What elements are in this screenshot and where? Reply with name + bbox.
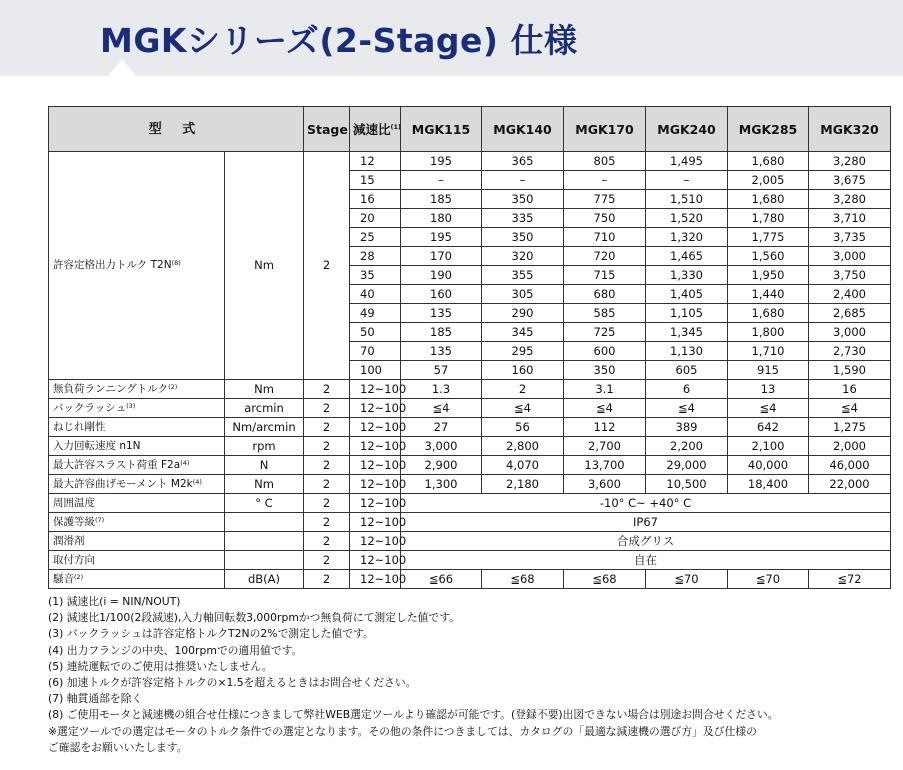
- value-cell: 345: [482, 323, 564, 342]
- value-cell: ≦4: [809, 399, 891, 418]
- ratio-cell: 28: [350, 247, 401, 266]
- value-cell: 350: [482, 190, 564, 209]
- ratio-cell: 16: [350, 190, 401, 209]
- stage-cell: 2: [304, 494, 350, 513]
- value-cell: ≦68: [564, 570, 646, 589]
- unit-cell: Nm: [225, 475, 304, 494]
- footnote: (6) 加速トルクが許容定格トルクの×1.5を超えるときはお問合せください。: [48, 675, 417, 689]
- value-cell: 1,345: [646, 323, 728, 342]
- value-cell: ≦4: [728, 399, 809, 418]
- spec-label: [49, 494, 225, 513]
- value-cell: 180: [401, 209, 482, 228]
- model-header: MGK320: [809, 107, 891, 152]
- value-cell: 22,000: [809, 475, 891, 494]
- stage-cell: 2: [304, 475, 350, 494]
- model-header: MGK115: [401, 107, 482, 152]
- value-cell: ≦72: [809, 570, 891, 589]
- spec-label: [49, 475, 225, 494]
- value-cell: 195: [401, 228, 482, 247]
- value-cell: 3.1: [564, 380, 646, 399]
- value-cell: 3,000: [809, 247, 891, 266]
- table-header-row: [49, 107, 891, 152]
- type-header: 型 式: [49, 107, 304, 152]
- spec-label: [49, 399, 225, 418]
- value-cell: 1,320: [646, 228, 728, 247]
- unit-cell: Nm: [225, 380, 304, 399]
- stage-cell: 2: [304, 513, 350, 532]
- model-header: MGK140: [482, 107, 564, 152]
- ratio-cell: 12~100: [350, 456, 401, 475]
- table-row: [49, 570, 891, 589]
- value-cell: 6: [646, 380, 728, 399]
- spec-label: [49, 437, 225, 456]
- value-cell: 135: [401, 342, 482, 361]
- spec-label: [49, 456, 225, 475]
- value-cell: 680: [564, 285, 646, 304]
- value-cell: 2,685: [809, 304, 891, 323]
- footnote: (5) 連続運転でのご使用は推奨いたしません。: [48, 659, 273, 673]
- value-cell: 29,000: [646, 456, 728, 475]
- value-cell: 135: [401, 304, 482, 323]
- ratio-cell: 25: [350, 228, 401, 247]
- value-cell: 2: [482, 380, 564, 399]
- footnote: (4) 出力フランジの中央、100rpmでの適用値です。: [48, 643, 303, 657]
- value-cell: 365: [482, 152, 564, 171]
- value-cell: 1,680: [728, 190, 809, 209]
- value-cell: 350: [564, 361, 646, 380]
- stage-cell: 2: [304, 551, 350, 570]
- model-header: MGK285: [728, 107, 809, 152]
- ratio-cell: 40: [350, 285, 401, 304]
- footnote: (2) 減速比1/100(2段減速),入力軸回転数3,000rpmかつ無負荷にて測定した値です。: [48, 611, 460, 625]
- value-cell: 1,275: [809, 418, 891, 437]
- unit-cell: [225, 551, 304, 570]
- stage-cell: 2: [304, 532, 350, 551]
- ratio-cell: 20: [350, 209, 401, 228]
- value-cell: 3,280: [809, 190, 891, 209]
- value-cell: 1,405: [646, 285, 728, 304]
- value-cell: 1,465: [646, 247, 728, 266]
- value-cell: 10,500: [646, 475, 728, 494]
- spec-label-text: 騒音: [53, 572, 74, 585]
- value-cell: 355: [482, 266, 564, 285]
- spec-label: [49, 513, 225, 532]
- table-row: [49, 437, 891, 456]
- value-cell: 642: [728, 418, 809, 437]
- spec-label-text: バックラッシュ: [53, 401, 127, 414]
- page-title: MGKシリーズ(2-Stage) 仕様: [100, 21, 578, 60]
- footnote: ※選定ツールでの選定はモータのトルク条件での選定となります。その他の条件につきましては、カタログの「最適な減速機の選び方」及び仕様の: [48, 724, 757, 738]
- stage-cell: 2: [304, 418, 350, 437]
- ratio-header-text: 減速比: [353, 121, 391, 137]
- spec-label-note: (4): [180, 458, 190, 467]
- value-cell: 1,680: [728, 152, 809, 171]
- value-cell: 57: [401, 361, 482, 380]
- ratio-header-note: (1): [390, 122, 401, 131]
- value-cell: ≦4: [401, 399, 482, 418]
- table-row: [49, 532, 891, 551]
- value-cell: 915: [728, 361, 809, 380]
- value-cell: 3,675: [809, 171, 891, 190]
- ratio-cell: 12~100: [350, 532, 401, 551]
- value-cell: 1,590: [809, 361, 891, 380]
- ratio-cell: 35: [350, 266, 401, 285]
- table-row: [49, 456, 891, 475]
- unit-cell: [225, 513, 304, 532]
- value-cell: 40,000: [728, 456, 809, 475]
- value-cell: 1,510: [646, 190, 728, 209]
- value-cell: 1,130: [646, 342, 728, 361]
- ratio-cell: 12~100: [350, 551, 401, 570]
- value-cell: 1,950: [728, 266, 809, 285]
- unit-cell: ° C: [225, 494, 304, 513]
- ratio-cell: 12~100: [350, 437, 401, 456]
- value-cell: 170: [401, 247, 482, 266]
- footnote: (3) バックラッシュは許容定格トルクT2Nの2%で測定した値です。: [48, 627, 374, 641]
- value-cell: 335: [482, 209, 564, 228]
- torque-label-text: 許容定格出力トルク T2N: [53, 259, 172, 271]
- spec-label-text: 潤滑剤: [53, 534, 85, 547]
- value-cell: 3,600: [564, 475, 646, 494]
- value-cell: 4,070: [482, 456, 564, 475]
- value-cell: 1,330: [646, 266, 728, 285]
- value-cell: 1,300: [401, 475, 482, 494]
- value-cell: 1,680: [728, 304, 809, 323]
- stage-header: Stage: [304, 107, 350, 152]
- value-cell: 389: [646, 418, 728, 437]
- value-cell: 1,800: [728, 323, 809, 342]
- table-row: [49, 380, 891, 399]
- value-cell: –: [564, 171, 646, 190]
- value-cell: 13: [728, 380, 809, 399]
- spec-label-note: (3): [126, 401, 136, 410]
- value-cell: 295: [482, 342, 564, 361]
- value-cell: 3,280: [809, 152, 891, 171]
- spec-label-note: (7): [95, 515, 105, 524]
- value-cell: –: [482, 171, 564, 190]
- value-cell: 46,000: [809, 456, 891, 475]
- merged-value-cell: IP67: [401, 513, 891, 532]
- value-cell: 160: [482, 361, 564, 380]
- value-cell: 2,800: [482, 437, 564, 456]
- value-cell: 2,100: [728, 437, 809, 456]
- value-cell: 725: [564, 323, 646, 342]
- value-cell: 3,000: [809, 323, 891, 342]
- spec-label-text: 周囲温度: [53, 496, 95, 509]
- value-cell: 600: [564, 342, 646, 361]
- value-cell: 27: [401, 418, 482, 437]
- table-row: [49, 152, 891, 171]
- unit-cell: [225, 532, 304, 551]
- value-cell: 195: [401, 152, 482, 171]
- spec-label-text: 最大許容スラスト荷重 F2a: [53, 458, 181, 471]
- value-cell: 1,710: [728, 342, 809, 361]
- merged-value-cell: -10° C~ +40° C: [401, 494, 891, 513]
- value-cell: 3,710: [809, 209, 891, 228]
- value-cell: 2,400: [809, 285, 891, 304]
- value-cell: 1,495: [646, 152, 728, 171]
- value-cell: ≦66: [401, 570, 482, 589]
- stage-cell: 2: [304, 380, 350, 399]
- value-cell: 13,700: [564, 456, 646, 475]
- ratio-header: [350, 107, 401, 152]
- value-cell: 715: [564, 266, 646, 285]
- value-cell: –: [646, 171, 728, 190]
- value-cell: 1,775: [728, 228, 809, 247]
- unit-cell: rpm: [225, 437, 304, 456]
- value-cell: 16: [809, 380, 891, 399]
- torque-label: [49, 152, 225, 380]
- table-body: [49, 152, 891, 589]
- spec-label-text: ねじれ剛性: [53, 420, 106, 433]
- merged-value-cell: 合成グリス: [401, 532, 891, 551]
- value-cell: ≦4: [564, 399, 646, 418]
- value-cell: ≦70: [646, 570, 728, 589]
- footnote: (1) 減速比(i = NIN/NOUT): [48, 595, 181, 608]
- value-cell: 775: [564, 190, 646, 209]
- value-cell: 320: [482, 247, 564, 266]
- stage-cell: 2: [304, 570, 350, 589]
- value-cell: 2,000: [809, 437, 891, 456]
- spec-label-text: 保護等級: [53, 515, 95, 528]
- footnote: ご確認をお願いいたします。: [48, 740, 188, 754]
- ratio-cell: 100: [350, 361, 401, 380]
- value-cell: 2,900: [401, 456, 482, 475]
- value-cell: 185: [401, 190, 482, 209]
- spec-label-text: 取付方向: [53, 553, 95, 566]
- value-cell: 710: [564, 228, 646, 247]
- value-cell: 2,730: [809, 342, 891, 361]
- unit-cell: N: [225, 456, 304, 475]
- spec-label: [49, 418, 225, 437]
- table-row: [49, 494, 891, 513]
- value-cell: 3,750: [809, 266, 891, 285]
- value-cell: 720: [564, 247, 646, 266]
- table-row: [49, 551, 891, 570]
- value-cell: 56: [482, 418, 564, 437]
- spec-label-text: 入力回転速度 n1N: [53, 439, 141, 452]
- model-header: MGK170: [564, 107, 646, 152]
- table-row: [49, 418, 891, 437]
- torque-stage: 2: [304, 152, 350, 380]
- footnotes: [48, 594, 779, 756]
- torque-unit: Nm: [225, 152, 304, 380]
- value-cell: 1,440: [728, 285, 809, 304]
- ratio-cell: 70: [350, 342, 401, 361]
- ratio-cell: 15: [350, 171, 401, 190]
- value-cell: 3,000: [401, 437, 482, 456]
- spec-label-note: (2): [74, 572, 84, 581]
- merged-value-cell: 自在: [401, 551, 891, 570]
- value-cell: 585: [564, 304, 646, 323]
- stage-cell: 2: [304, 456, 350, 475]
- value-cell: 1,105: [646, 304, 728, 323]
- value-cell: –: [401, 171, 482, 190]
- ratio-cell: 12~100: [350, 475, 401, 494]
- ratio-cell: 50: [350, 323, 401, 342]
- value-cell: 112: [564, 418, 646, 437]
- ratio-cell: 12: [350, 152, 401, 171]
- value-cell: ≦4: [646, 399, 728, 418]
- value-cell: 350: [482, 228, 564, 247]
- spec-label: [49, 532, 225, 551]
- value-cell: 605: [646, 361, 728, 380]
- spec-label-note: (4): [192, 477, 202, 486]
- ratio-cell: 49: [350, 304, 401, 323]
- value-cell: 1,560: [728, 247, 809, 266]
- stage-cell: 2: [304, 437, 350, 456]
- value-cell: 1,780: [728, 209, 809, 228]
- value-cell: 1,520: [646, 209, 728, 228]
- value-cell: ≦4: [482, 399, 564, 418]
- spec-label-text: 最大許容曲げモーメント M2k: [53, 477, 193, 490]
- value-cell: 805: [564, 152, 646, 171]
- value-cell: 1.3: [401, 380, 482, 399]
- value-cell: 2,005: [728, 171, 809, 190]
- footnote: (7) 軸貫通部を除く: [48, 692, 143, 706]
- footnote: (8) ご使用モータと減速機の組合せ仕様につきまして弊社WEB選定ツールより確認が可能です。(登録不要)出図できない場合は別途お問合せください。: [48, 708, 779, 722]
- value-cell: 190: [401, 266, 482, 285]
- stage-cell: 2: [304, 399, 350, 418]
- value-cell: 3,735: [809, 228, 891, 247]
- ratio-cell: 12~100: [350, 380, 401, 399]
- spec-table: [48, 106, 891, 589]
- value-cell: 2,180: [482, 475, 564, 494]
- ratio-cell: 12~100: [350, 513, 401, 532]
- value-cell: 2,700: [564, 437, 646, 456]
- unit-cell: arcmin: [225, 399, 304, 418]
- value-cell: ≦68: [482, 570, 564, 589]
- value-cell: 750: [564, 209, 646, 228]
- value-cell: 290: [482, 304, 564, 323]
- ratio-cell: 12~100: [350, 570, 401, 589]
- table-row: [49, 475, 891, 494]
- spec-label-text: 無負荷ランニングトルク: [53, 382, 169, 395]
- spec-label: [49, 380, 225, 399]
- table-row: [49, 513, 891, 532]
- torque-label-note: (8): [171, 259, 181, 267]
- value-cell: 2,200: [646, 437, 728, 456]
- unit-cell: Nm/arcmin: [225, 418, 304, 437]
- unit-cell: dB(A): [225, 570, 304, 589]
- ratio-cell: 12~100: [350, 418, 401, 437]
- value-cell: 185: [401, 323, 482, 342]
- value-cell: 305: [482, 285, 564, 304]
- value-cell: 18,400: [728, 475, 809, 494]
- spec-label: [49, 551, 225, 570]
- table-row: [49, 399, 891, 418]
- model-header: MGK240: [646, 107, 728, 152]
- spec-label-note: (2): [168, 382, 178, 391]
- value-cell: 160: [401, 285, 482, 304]
- spec-label: [49, 570, 225, 589]
- ratio-cell: 12~100: [350, 399, 401, 418]
- value-cell: ≦70: [728, 570, 809, 589]
- ratio-cell: 12~100: [350, 494, 401, 513]
